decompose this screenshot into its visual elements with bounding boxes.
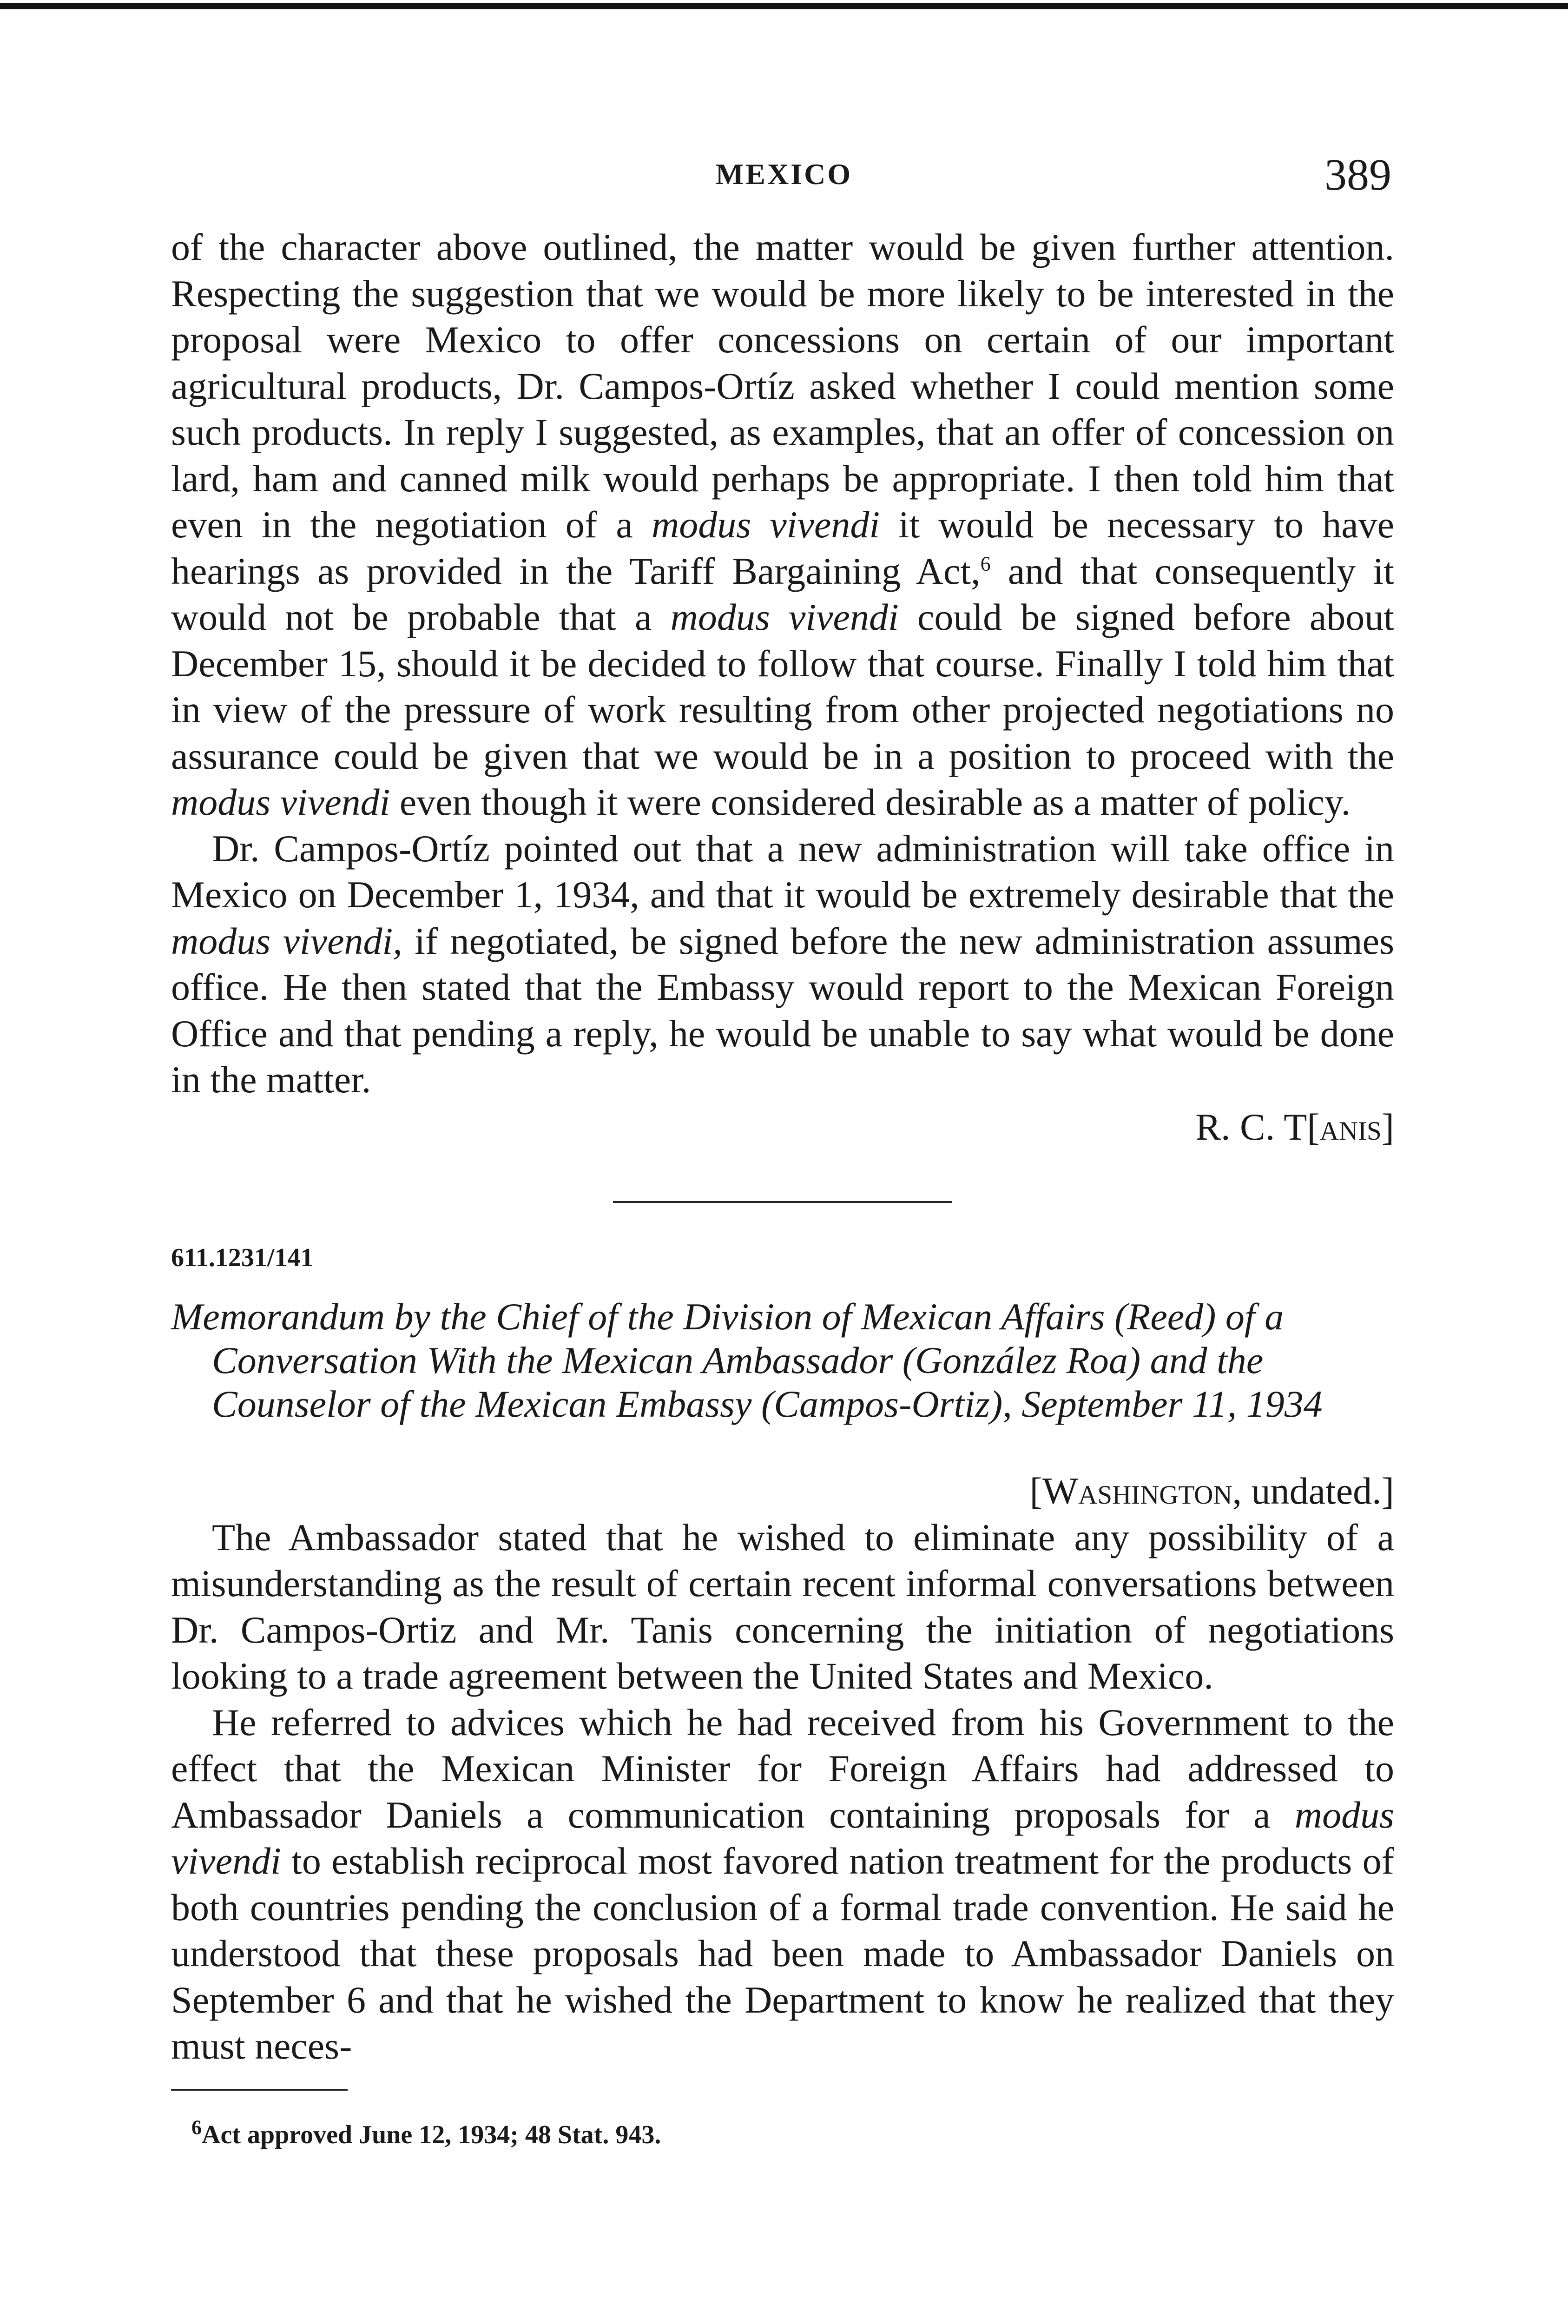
footnote-marker: 6 xyxy=(191,2115,202,2139)
top-border-rule xyxy=(0,3,1568,9)
section-title: MEXICO xyxy=(715,158,853,191)
footnote-ref[interactable]: 6 xyxy=(980,552,991,575)
footnote-divider xyxy=(171,2089,348,2091)
footnote: $^6$Act approved June 12, 1934; 48 Stat. 943. xyxy=(191,2115,661,2149)
page-body xyxy=(171,224,1394,2151)
italic-term: modus vivendi xyxy=(670,596,899,638)
italic-term: modus vivendi, xyxy=(171,919,402,962)
memo-paragraph-1: The Ambassador stated that he wished to eliminate any possibility of a misunderstanding as the result of certain recent informal conversations between Dr. Campos-Ortiz and Mr. Tanis concerning the initiation of negotiations looking to a trade agreement between the United States and Mexico. xyxy=(171,1516,1394,1697)
document-file-number: 611.1231/141 xyxy=(171,1243,314,1272)
italic-term: modus vivendi xyxy=(171,1793,1394,1882)
memo-paragraph-2: He referred to advices which he had received from his Government to the effect that the Mexican Minister for Foreign Affairs had addressed to Ambassador Daniels a communication containing proposals for a modus vivendi to establish reciprocal most favored nation treatment for the products of both countries pending the conclusion of a formal trade convention. He said he understood that these proposals had been made to Ambassador Daniels on September 6 and that he wished the Department to know he realized that they must neces- xyxy=(171,1701,1394,2067)
italic-term: modus vivendi xyxy=(651,503,880,546)
signature: R. C. T[anis] xyxy=(1195,1105,1394,1148)
memorandum-title: Memorandum by the Chief of the Division of Mexican Affairs (Reed) of a Conversation With the Mexican Ambassador (González Roa) and the Counselor of the Mexican Embassy (Campos-Ortiz), September 11, 1934 xyxy=(171,1295,1323,1425)
section-divider xyxy=(613,1201,952,1203)
dateline: [Washington, undated.] xyxy=(1029,1470,1394,1512)
paragraph-2: Dr. Campos-Ortíz pointed out that a new administration will take office in Mexico on December 1, 1934, and that it would be extremely desirable that the modus vivendi, if negotiated, be signed before the new administration assumes office. He then stated that the Embassy would report to the Mexican Foreign Office and that pending a reply, he would be unable to say what would be done in the matter. xyxy=(171,827,1394,1101)
page-number: 389 xyxy=(1324,150,1391,199)
italic-term: modus vivendi xyxy=(171,781,390,823)
paragraph-1: of the character above outlined, the matter would be given further attention. Respecting the suggestion that we would be more likely to be interested in the proposal were Mexico to offer concessions on certain of our important agricultural products, Dr. Campos-Ortíz asked whether I could mention some such products. In reply I suggested, as examples, that an offer of concession on lard, ham and canned milk would perhaps be appropriate. I then told him that even in the negotiation of a modus vivendi it would be necessary to have hearings as provided in the Tariff Bargaining Act,$^6$ and that consequently it would not be probable that a modus vivendi could be signed before about December 15, should it be decided to follow that course. Finally I told him that in view of the pressure of work resulting from other projected negotiations no assurance could be given that we would be in a position to proceed with the modus vivendi even though it were considered desirable as a matter of policy. xyxy=(171,226,1394,823)
running-head xyxy=(0,149,1568,205)
